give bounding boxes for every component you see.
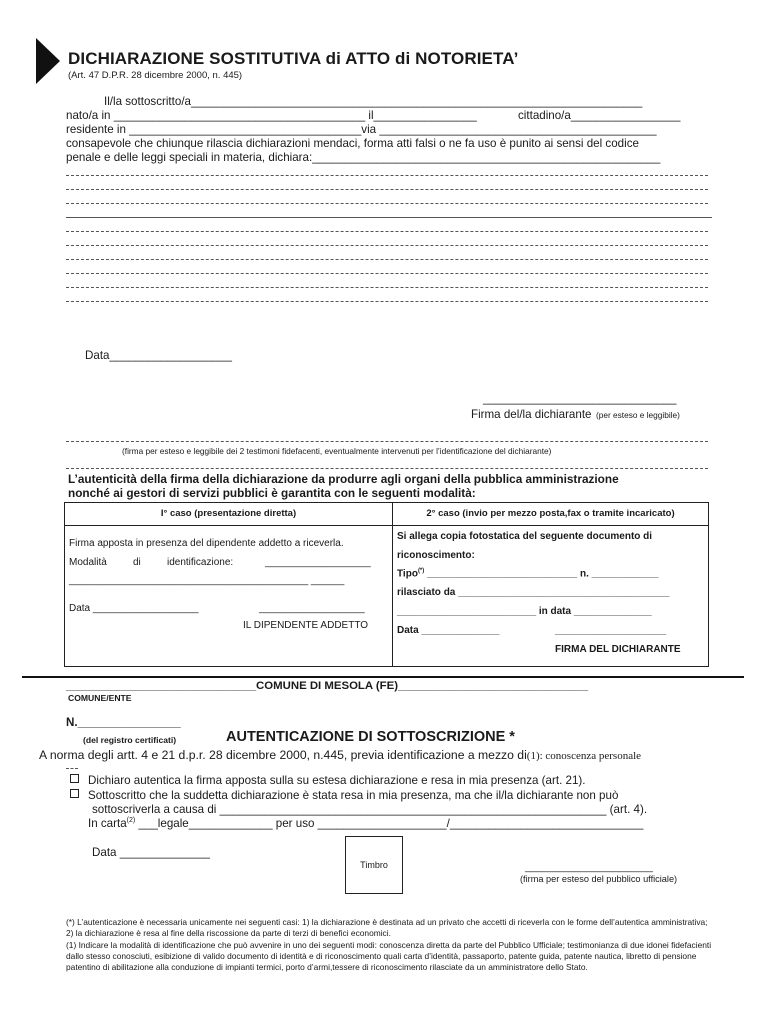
case1-presence-text: Firma apposta in presenza del dipendente addetto a riceverla. [69,538,344,549]
check-option-1-label: Dichiaro autentica la firma apposta sulla su estesa dichiarazione e resa in mia presenza (art. 21). [88,774,586,787]
witness-signature-line[interactable] [66,441,708,442]
norma-line [39,746,641,764]
blank-line[interactable] [66,203,708,204]
section-divider [22,676,744,678]
blank-line[interactable] [66,301,708,302]
witness-note: (firma per esteso e leggibile dei 2 testimoni fidefacenti, eventualmente intervenuti per l’identificazione del dichiarante) [122,446,552,456]
authentication-cases-table [64,502,709,667]
blank-line[interactable] [66,273,708,274]
official-signature-label: (firma per esteso del pubblico ufficiale) [520,874,678,884]
authentication-date-field[interactable]: Data ______________ [92,846,210,859]
checkbox-icon[interactable] [70,774,79,783]
case1-of-label: di [133,557,141,568]
checkbox-icon[interactable] [70,789,79,798]
case2-issuer-field[interactable]: rilasciato da ______________________________________ [397,587,670,598]
blank-line[interactable] [66,287,708,288]
blank-line[interactable] [66,217,712,218]
residence-field[interactable]: residente in ____________________________________via ___________________________________________ [66,123,657,136]
paper-type-blank: ___legale_____________ per uso ____________________/______________________________ [135,817,644,830]
official-signature-line[interactable]: _______________________ [525,862,653,873]
document-subtitle: (Art. 47 D.P.R. 28 dicembre 2000, n. 445) [68,70,243,81]
comune-heading: ______________________________COMUNE DI MESOLA (FE)______________________________ [66,680,589,692]
signature-label-group [471,405,680,423]
comune-ente-label: COMUNE/ENTE [68,693,132,703]
arrow-marker-icon [36,38,60,84]
case1-id-field-2[interactable]: ___________________________________________ ______ [69,575,345,586]
case1-signature-label: IL DIPENDENTE ADDETTO [243,620,369,631]
case2-recognition-label: riconoscimento: [397,550,475,561]
signature-note: (per esteso e leggibile) [595,410,680,420]
case1-signature-line[interactable]: ___________________ [259,603,365,614]
footnote-authentication: (*) L’autenticazione è necessaria unicamente nei seguenti casi: 1) la dichiarazione è destinata ad un privato che accetti di riceverla con le forme dell’autentica amministrativa; 2) la dichiarazione è resa al fine della riscossione da parte di terzi di benefici economici. [66,917,708,938]
check-option-2-label: Sottoscritto che la suddetta dichiarazione è stata resa in mia presenza, ma che il/la dichiarante non può [88,789,619,802]
check-option-1[interactable] [70,774,586,787]
norma-text: A norma degli artt. 4 e 21 d.p.r. 28 dicembre 2000, n.445, previa identificazione a mezzo di [39,748,527,762]
signature-label: Firma del/la dichiarante [471,408,592,421]
blank-line[interactable] [66,189,708,190]
case2-type-field[interactable] [397,568,658,579]
short-line [66,768,78,769]
paper-type-footnote: (2) [126,817,136,825]
declaration-field[interactable]: penale e delle leggi speciali in materia, dichiara:______________________________________________________ [66,151,661,164]
case2-type-blank: ___________________________ n. ____________ [427,568,659,580]
case2-signature-label: FIRMA DEL DICHIARANTE [555,644,681,655]
case2-date-field[interactable]: Data ______________ [397,625,500,636]
case1-id-field[interactable]: ___________________ [265,557,371,568]
registry-label: (del registro certificati) [83,735,177,745]
check-option-2[interactable] [70,789,618,802]
case2-header: 2° caso (invio per mezzo posta,fax o tramite incaricato) [393,503,709,526]
paper-type-field[interactable] [88,817,643,830]
case2-issue-date-field[interactable]: _________________________ in data ______________ [397,606,652,617]
blank-line[interactable] [66,231,708,232]
norma-identification: (1): conoscenza personale [526,750,642,762]
divider-line [66,468,708,469]
authentication-title: AUTENTICAZIONE DI SOTTOSCRIZIONE * [226,729,515,745]
case2-cell [393,526,709,667]
document-title: DICHIARAZIONE SOSTITUTIVA di ATTO di NOTORIETA’ [68,49,519,68]
case1-header: I° caso (presentazione diretta) [65,503,393,526]
blank-line[interactable] [66,245,708,246]
registry-number-field[interactable]: N.________________ [66,716,181,729]
blank-line[interactable] [66,259,708,260]
citizenship-field[interactable]: cittadino/a_________________ [518,109,681,122]
declarant-name-field[interactable]: Il/la sottoscritto/a______________________________________________________________________ [104,95,643,108]
footnote-identification: (1) Indicare la modalità di identificazione che può avvenire in uno dei seguenti modi: conoscenza diretta da parte del Pubblico Ufficiale; testimonianza di due idonei fidefacienti dallo stesso conosciuti, esibizione di valido documento di identità e di riconoscimento quali carta d’identità, passaporto, patente guida, patente nautica, libretto di pensione patentino di abilitazione alla conduzione di impianti termici, porto d’armi,tessere di riconoscimento rilasciate da un amministratore dello Stato. [66,940,712,972]
declaration-text: consapevole che chiunque rilascia dichiarazioni mendaci, forma atti falsi o ne fa uso è punito ai sensi del codice [66,137,639,150]
birthplace-field[interactable]: nato/a in _______________________________________ il________________ [66,109,477,122]
cause-field[interactable]: sottoscriverla a causa di ____________________________________________________________ (art. 4). [92,803,648,816]
authenticity-heading-2: nonché ai gestori di servizi pubblici è garantita con le seguenti modalità: [68,486,476,500]
paper-type-label: In carta [88,817,127,830]
case1-date-field[interactable]: Data ___________________ [69,603,199,614]
case2-type-footnote: (*) [417,568,425,574]
case2-type-label: Tipo [397,568,418,580]
stamp-box: Timbro [345,836,403,894]
case1-cell [65,526,393,667]
authenticity-heading: L’autenticità della firma della dichiarazione da produrre agli organi della pubblica amministrazione [68,472,619,486]
case2-signature-line[interactable]: ____________________ [555,625,667,636]
case1-id-label: identificazione: [167,557,234,568]
signature-line[interactable]: ______________________________ [483,392,677,405]
case2-doc-text: Si allega copia fotostatica del seguente documento di [397,531,653,542]
date-field[interactable]: Data___________________ [85,349,232,362]
blank-line[interactable] [66,175,708,176]
case1-mode-label: Modalità [69,557,107,568]
